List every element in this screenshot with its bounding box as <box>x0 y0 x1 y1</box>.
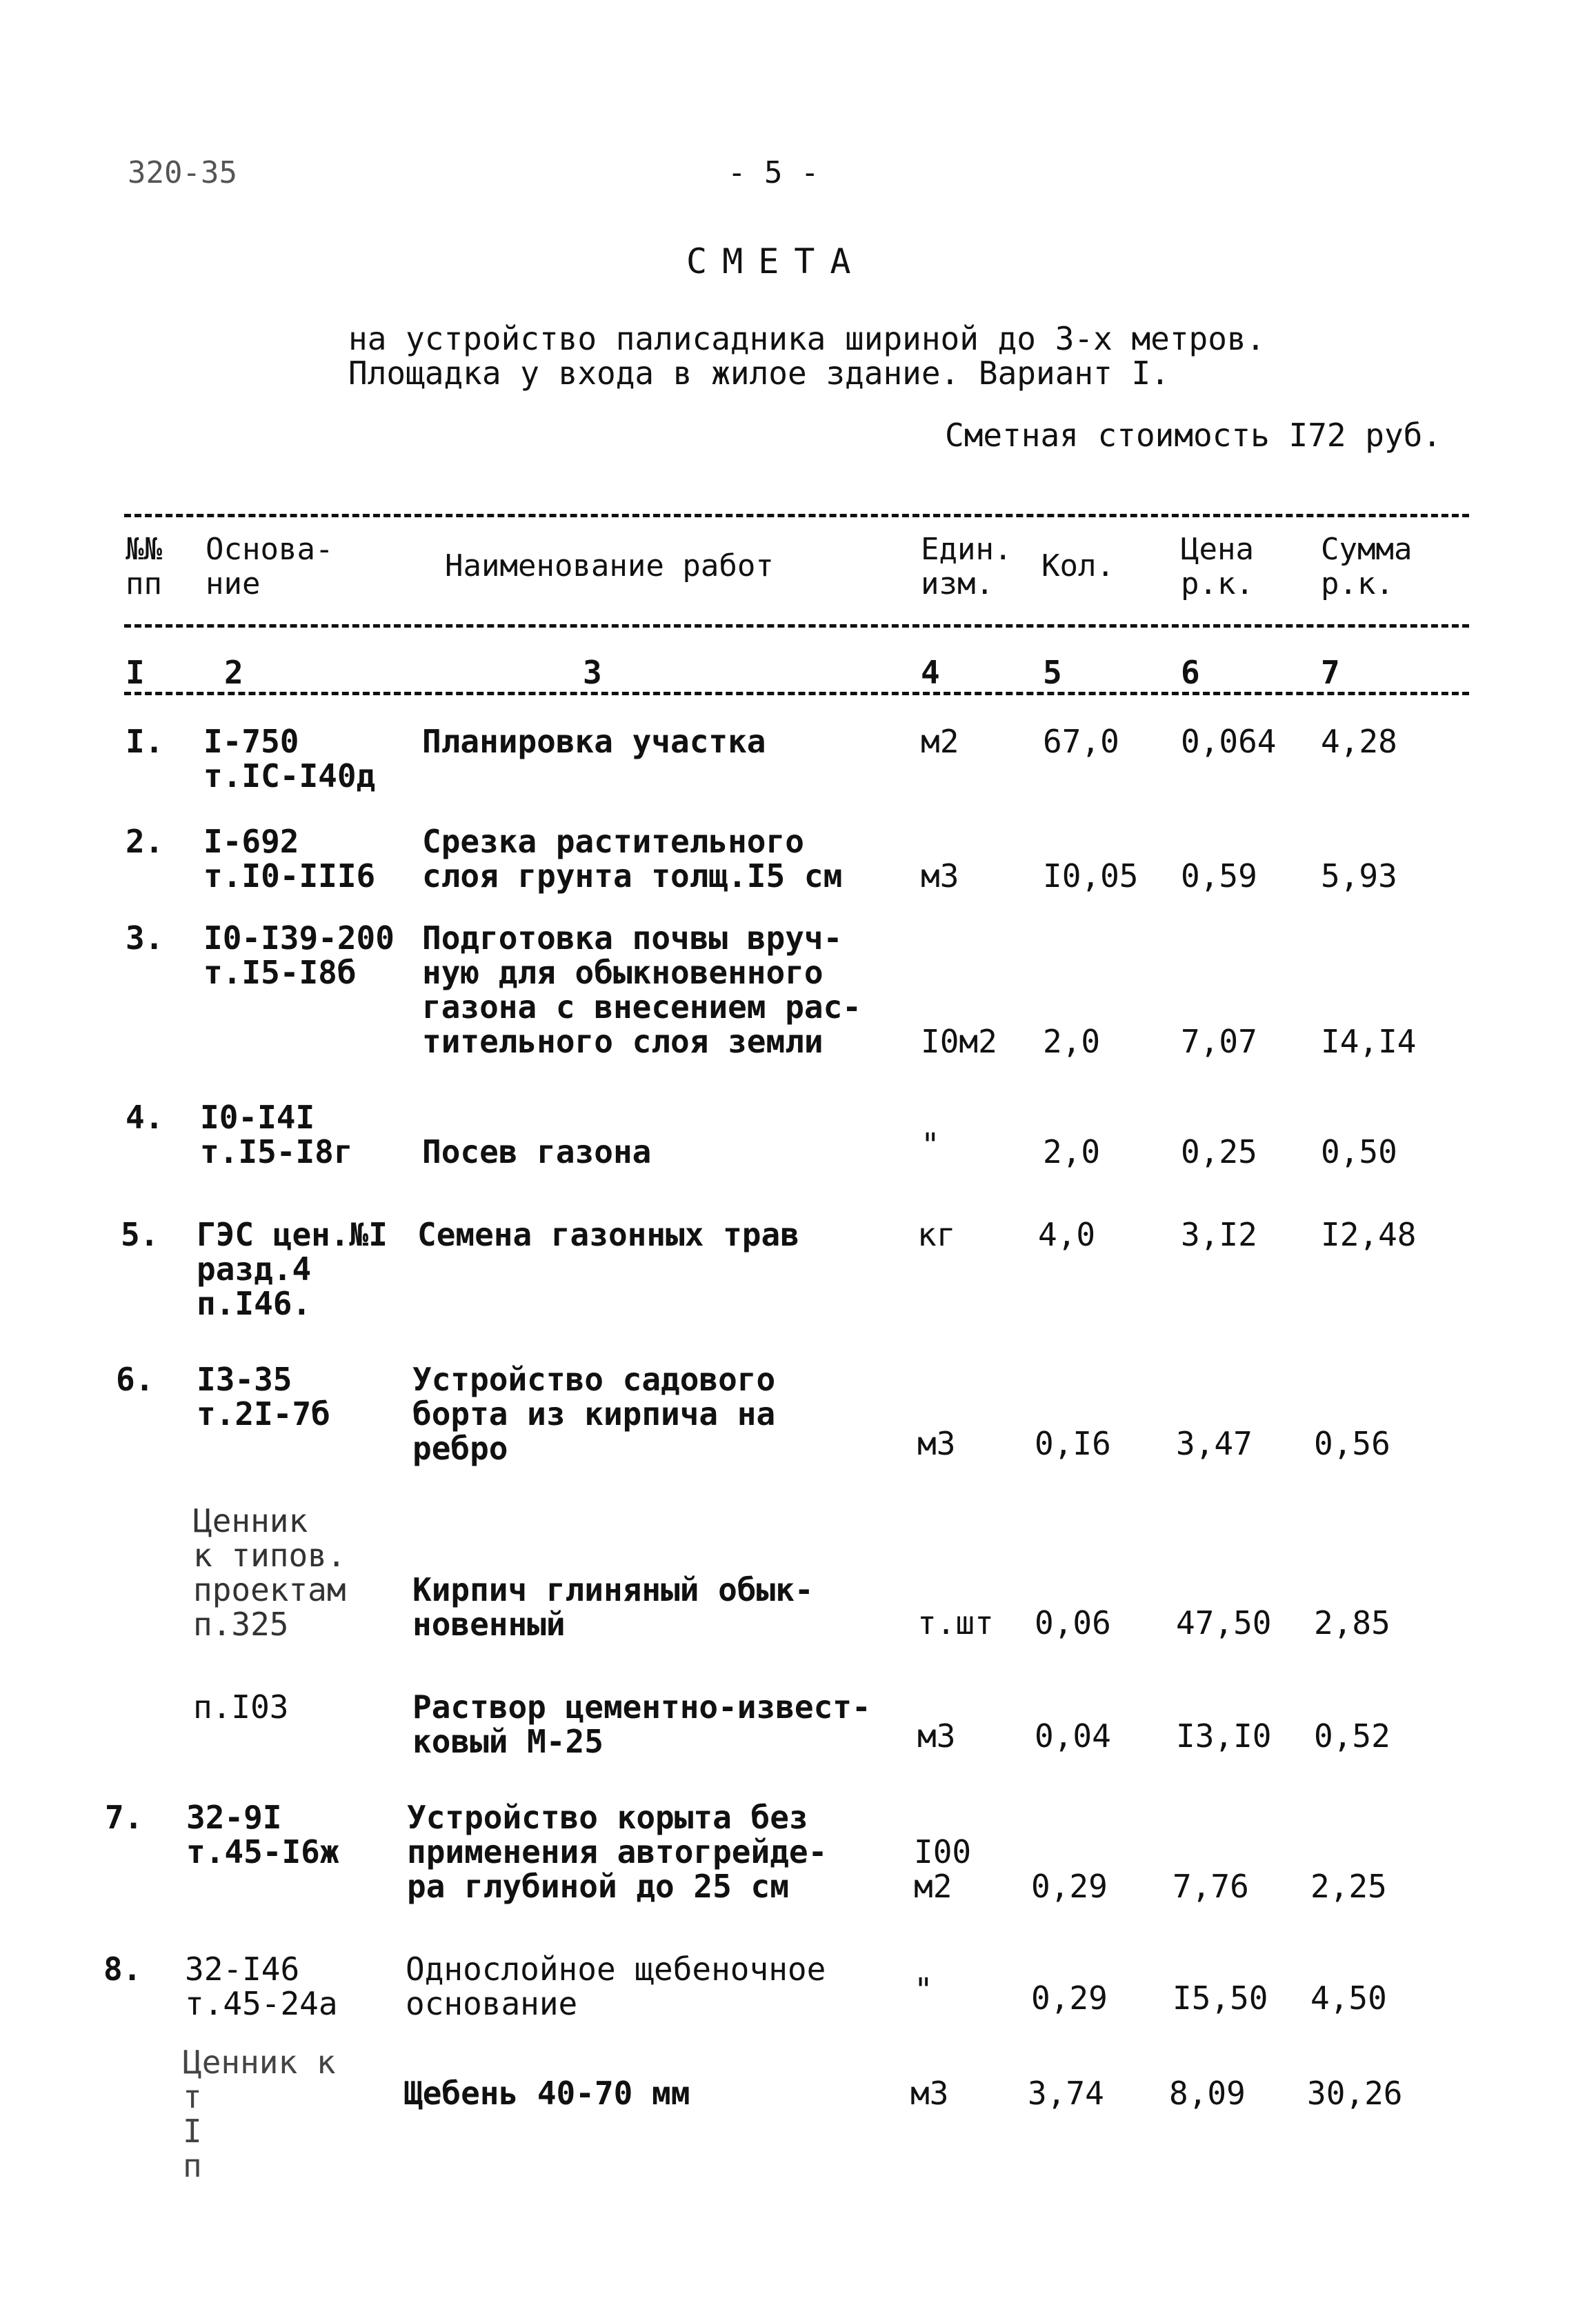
document-title: СМЕТА <box>686 241 866 281</box>
work-name-line: Устройство корыта без <box>407 1799 808 1836</box>
row-price: I5,50 <box>1173 1979 1268 2017</box>
row-work-name <box>422 921 861 1059</box>
row-basis <box>186 1800 339 1869</box>
row-basis <box>203 921 395 990</box>
work-name-line: Семена газонных трав <box>417 1216 799 1253</box>
table-header-rule <box>124 624 1469 628</box>
row-price: I3,I0 <box>1176 1717 1272 1755</box>
estimate-cost: Сметная стоимость I72 руб. <box>945 417 1442 454</box>
header-name: Наименование работ <box>445 548 774 583</box>
work-name-line: газона с внесением рас- <box>422 988 861 1026</box>
row-qty: 2,0 <box>1043 1133 1101 1170</box>
row-price: 7,76 <box>1173 1868 1249 1905</box>
unit-line: I00 <box>914 1833 972 1870</box>
basis-line: I-750 <box>203 723 299 760</box>
column-number: I <box>126 654 145 691</box>
header-num-line: №№ <box>126 532 162 567</box>
row-work-name <box>422 724 766 759</box>
row-sum: 4,28 <box>1321 723 1397 760</box>
row-unit <box>914 1973 933 2007</box>
row-work-name <box>407 1800 827 1904</box>
row-number: 3. <box>126 919 164 957</box>
work-name-line: основание <box>406 1985 578 2022</box>
basis-line: I0-I4I <box>200 1099 315 1136</box>
column-number: 5 <box>1043 654 1062 691</box>
work-name-line: ную для обыкновенного <box>422 954 824 991</box>
column-number: 2 <box>224 654 243 691</box>
basis-line: т.IC-I40д <box>203 757 376 795</box>
row-basis <box>203 724 375 793</box>
row-sum: 2,85 <box>1314 1604 1390 1642</box>
column-number: 4 <box>921 654 940 691</box>
work-name-line: применения автогрейде- <box>407 1833 828 1870</box>
row-qty: I0,05 <box>1043 857 1139 895</box>
row-number: 8. <box>103 1950 142 1988</box>
row-qty: 3,74 <box>1028 2075 1104 2112</box>
row-basis <box>197 1362 330 1431</box>
row-sum: 2,25 <box>1310 1868 1387 1905</box>
header-price <box>1181 532 1254 601</box>
row-work-name <box>422 1135 651 1169</box>
basis-line: т.I5-I8г <box>200 1133 353 1170</box>
basis-line: ГЭС цен.№I <box>197 1216 388 1253</box>
work-name-line: тительного слоя земли <box>422 1023 824 1060</box>
work-name-line: Срезка растительного <box>422 823 804 860</box>
row-unit <box>921 724 959 759</box>
unit-line: м3 <box>917 1717 956 1755</box>
row-work-name <box>422 824 842 893</box>
row-price: 7,07 <box>1181 1023 1257 1060</box>
row-price: 47,50 <box>1176 1604 1272 1642</box>
subtitle-line-2: Площадка у входа в жилое здание. Вариант I. <box>348 355 1170 392</box>
row-unit <box>917 1606 994 1640</box>
row-number: 7. <box>105 1799 143 1836</box>
column-number: 7 <box>1321 654 1340 691</box>
page-number: - 5 - <box>728 155 819 190</box>
header-num <box>126 532 162 601</box>
row-sum: 0,52 <box>1314 1717 1390 1755</box>
basis-line: проектам <box>193 1571 346 1608</box>
basis-line: т <box>183 2078 202 2115</box>
basis-line: т.I0-III6 <box>203 857 376 895</box>
work-name-line: Планировка участка <box>422 723 766 760</box>
row-sum: 0,50 <box>1321 1133 1397 1170</box>
row-unit <box>917 1719 955 1753</box>
row-price: 8,09 <box>1169 2075 1246 2112</box>
work-name-line: борта из кирпича на <box>412 1395 776 1433</box>
basis-line: Ценник к <box>183 2044 336 2081</box>
basis-line: п.I46. <box>197 1285 312 1322</box>
basis-line: п.325 <box>193 1606 289 1643</box>
subtitle-line-1: на устройство палисадника шириной до 3-х метров. <box>348 320 1266 357</box>
work-name-line: Подготовка почвы вруч- <box>422 919 843 957</box>
row-work-name <box>412 1362 775 1466</box>
header-basis-line: ние <box>206 566 261 601</box>
row-unit <box>921 1024 997 1059</box>
document-code: 320-35 <box>128 155 237 190</box>
unit-line: м2 <box>914 1868 952 1905</box>
work-name-line: Посев газона <box>422 1133 652 1170</box>
work-name-line: Устройство садового <box>412 1361 776 1398</box>
row-work-name <box>412 1573 814 1642</box>
row-sum: 5,93 <box>1321 857 1397 895</box>
unit-line: м3 <box>917 1425 956 1462</box>
basis-line: I3-35 <box>197 1361 292 1398</box>
row-qty: 0,29 <box>1031 1979 1108 2017</box>
header-unit <box>921 532 1012 601</box>
basis-line: разд.4 <box>197 1250 312 1288</box>
row-sum: I4,I4 <box>1321 1023 1417 1060</box>
row-number: 2. <box>126 823 164 860</box>
row-price: 0,59 <box>1181 857 1257 895</box>
row-unit <box>921 859 959 893</box>
header-num-line: пп <box>126 566 162 601</box>
row-qty: 0,29 <box>1031 1868 1108 1905</box>
header-basis-line: Основа- <box>206 532 334 567</box>
row-number: 4. <box>126 1099 164 1136</box>
basis-line: 32-I46 <box>185 1950 300 1988</box>
row-qty: 4,0 <box>1038 1216 1096 1253</box>
header-price-line: р.к. <box>1181 566 1254 601</box>
basis-line: т.45-24а <box>185 1985 338 2022</box>
header-sum-line: р.к. <box>1321 566 1394 601</box>
row-sum: 30,26 <box>1307 2075 1403 2112</box>
row-unit <box>917 1426 955 1461</box>
row-unit <box>910 2076 948 2111</box>
table-top-rule <box>124 514 1469 517</box>
basis-line: 32-9I <box>186 1799 282 1836</box>
unit-line: " <box>914 1971 933 2008</box>
row-qty: 67,0 <box>1043 723 1119 760</box>
row-work-name <box>403 2076 690 2111</box>
row-basis <box>185 1952 338 2021</box>
column-number-rule <box>124 692 1469 695</box>
row-sum: 0,56 <box>1314 1425 1390 1462</box>
row-number: I. <box>126 723 164 760</box>
basis-line: т.I5-I8б <box>203 954 357 991</box>
header-sum <box>1321 532 1412 601</box>
row-basis <box>203 824 375 893</box>
header-unit-line: изм. <box>921 566 994 601</box>
row-qty: 0,I6 <box>1035 1425 1111 1462</box>
work-name-line: ковый М-25 <box>412 1723 604 1760</box>
row-sum: I2,48 <box>1321 1216 1417 1253</box>
row-qty: 0,04 <box>1035 1717 1111 1755</box>
unit-line: " <box>921 1126 940 1164</box>
row-unit <box>914 1835 971 1904</box>
row-basis <box>193 1504 346 1642</box>
row-number: 5. <box>121 1216 159 1253</box>
row-work-name <box>412 1690 871 1759</box>
work-name-line: Щебень 40-70 мм <box>403 2075 690 2112</box>
work-name-line: Кирпич глиняный обык- <box>412 1571 814 1608</box>
unit-line: м3 <box>910 2075 949 2112</box>
basis-line: п <box>183 2147 202 2184</box>
row-basis <box>183 2045 336 2183</box>
work-name-line: слоя грунта толщ.I5 см <box>422 857 843 895</box>
unit-line: I0м2 <box>921 1023 997 1060</box>
work-name-line: Однослойное щебеночное <box>406 1950 826 1988</box>
basis-line: т.2I-7б <box>197 1395 330 1433</box>
row-work-name <box>406 1952 826 2021</box>
row-basis <box>197 1217 388 1321</box>
header-qty: Кол. <box>1041 548 1115 583</box>
row-price: 3,47 <box>1176 1425 1253 1462</box>
work-name-line: Раствор цементно-извест- <box>412 1688 871 1726</box>
basis-line: т.45-I6ж <box>186 1833 339 1870</box>
basis-line: I-692 <box>203 823 299 860</box>
unit-line: кг <box>917 1216 956 1253</box>
row-unit <box>921 1128 940 1162</box>
header-sum-line: Сумма <box>1321 532 1413 567</box>
row-qty: 2,0 <box>1043 1023 1101 1060</box>
row-work-name <box>417 1217 799 1252</box>
row-price: 0,064 <box>1181 723 1277 760</box>
row-qty: 0,06 <box>1035 1604 1111 1642</box>
unit-line: м2 <box>921 723 959 760</box>
basis-line: к типов. <box>193 1537 346 1574</box>
header-basis <box>206 532 333 601</box>
header-unit-line: Един. <box>921 532 1013 567</box>
row-price: 0,25 <box>1181 1133 1257 1170</box>
column-number: 3 <box>583 654 602 691</box>
unit-line: м3 <box>921 857 959 895</box>
row-number: 6. <box>116 1361 154 1398</box>
work-name-line: новенный <box>412 1606 566 1643</box>
row-basis <box>193 1690 288 1724</box>
header-price-line: Цена <box>1181 532 1254 567</box>
row-basis <box>200 1100 353 1169</box>
work-name-line: ра глубиной до 25 см <box>407 1868 789 1905</box>
basis-line: п.I03 <box>193 1688 289 1726</box>
work-name-line: ребро <box>412 1430 508 1467</box>
basis-line: Ценник <box>193 1502 308 1539</box>
unit-line: т.шт <box>917 1604 994 1642</box>
row-price: 3,I2 <box>1181 1216 1257 1253</box>
column-number: 6 <box>1181 654 1200 691</box>
row-unit <box>917 1217 955 1252</box>
basis-line: I <box>183 2113 202 2150</box>
basis-line: I0-I39-200 <box>203 919 395 957</box>
row-sum: 4,50 <box>1310 1979 1387 2017</box>
